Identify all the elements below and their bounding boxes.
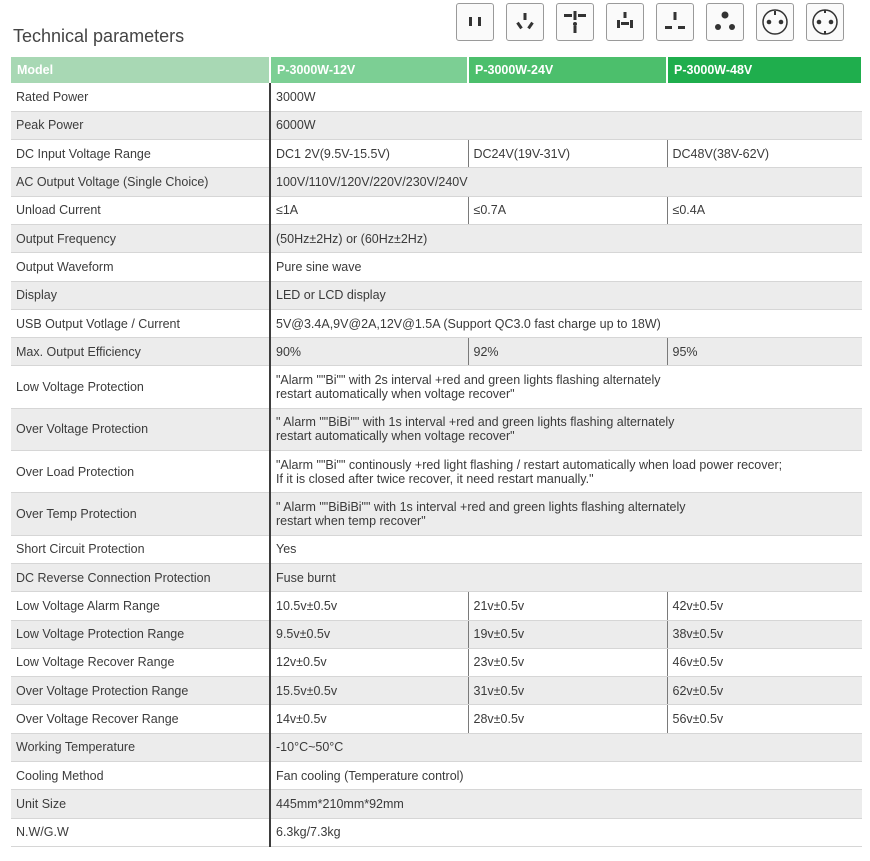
- row-value: DC1 2V(9.5V-15.5V): [270, 140, 468, 168]
- row-label: Rated Power: [11, 83, 270, 111]
- row-value: -10°C~50°C: [270, 733, 862, 761]
- row-label: Short Circuit Protection: [11, 535, 270, 563]
- row-value: (50Hz±2Hz) or (60Hz±2Hz): [270, 224, 862, 252]
- row-label: N.W/G.W: [11, 818, 270, 846]
- row-label: DC Reverse Connection Protection: [11, 563, 270, 591]
- row-value: [270, 493, 862, 535]
- plug-type-e-icon: [756, 3, 794, 41]
- table-row: [11, 168, 862, 196]
- table-row: [11, 563, 862, 591]
- row-label: DC Input Voltage Range: [11, 140, 270, 168]
- row-value: [270, 451, 862, 493]
- row-value: 31v±0.5v: [468, 677, 667, 705]
- table-row: [11, 451, 862, 493]
- row-label: Over Temp Protection: [11, 493, 270, 535]
- row-value: 100V/110V/120V/220V/230V/240V: [270, 168, 862, 196]
- row-label: Unload Current: [11, 196, 270, 224]
- row-value: ≤0.4A: [667, 196, 862, 224]
- row-label: Over Voltage Protection Range: [11, 677, 270, 705]
- row-label: Output Frequency: [11, 224, 270, 252]
- row-value: 19v±0.5v: [468, 620, 667, 648]
- row-label: Over Voltage Recover Range: [11, 705, 270, 733]
- row-value: Fan cooling (Temperature control): [270, 762, 862, 790]
- row-value: 21v±0.5v: [468, 592, 667, 620]
- row-value: 90%: [270, 338, 468, 366]
- row-value-line: " Alarm ""BiBi"" with 1s interval +red and green lights flashing alternately: [276, 415, 675, 430]
- row-value-line: "Alarm ""Bi"" continously +red light flashing / restart automatically when load power recover;: [276, 457, 783, 472]
- row-label: Peak Power: [11, 111, 270, 139]
- row-value: 42v±0.5v: [667, 592, 862, 620]
- table-row: [11, 733, 862, 761]
- table-row: [11, 338, 862, 366]
- row-label: Cooling Method: [11, 762, 270, 790]
- row-label: USB Output Votlage / Current: [11, 309, 270, 337]
- table-row: [11, 818, 862, 846]
- table-row: [11, 224, 862, 252]
- row-value-line: "Alarm ""Bi"" with 2s interval +red and green lights flashing alternately: [276, 373, 661, 388]
- table-row: [11, 535, 862, 563]
- row-value: 12v±0.5v: [270, 648, 468, 676]
- row-label: Over Voltage Protection: [11, 408, 270, 450]
- plug-universal-icon: [556, 3, 594, 41]
- table-row: [11, 309, 862, 337]
- row-value: 14v±0.5v: [270, 705, 468, 733]
- table-row: [11, 493, 862, 535]
- row-value: Fuse burnt: [270, 563, 862, 591]
- header-48v: P-3000W-48V: [667, 57, 862, 83]
- row-value: ≤0.7A: [468, 196, 667, 224]
- row-label: Low Voltage Protection Range: [11, 620, 270, 648]
- row-value: 10.5v±0.5v: [270, 592, 468, 620]
- row-label: Max. Output Efficiency: [11, 338, 270, 366]
- header-row: [11, 57, 862, 83]
- plug-type-f-icon: [806, 3, 844, 41]
- row-value: 46v±0.5v: [667, 648, 862, 676]
- table-row: [11, 111, 862, 139]
- plug-multi-icon: [606, 3, 644, 41]
- row-value: 445mm*210mm*92mm: [270, 790, 862, 818]
- table-row: [11, 592, 862, 620]
- table-row: [11, 790, 862, 818]
- row-value: 9.5v±0.5v: [270, 620, 468, 648]
- plug-type-d-icon: [706, 3, 744, 41]
- plug-type-a-icon: [456, 3, 494, 41]
- row-label: Display: [11, 281, 270, 309]
- row-value-line: " Alarm ""BiBiBi"" with 1s interval +red and green lights flashing alternately: [276, 500, 686, 514]
- row-value: 23v±0.5v: [468, 648, 667, 676]
- table-row: [11, 83, 862, 111]
- row-value: Yes: [270, 535, 862, 563]
- table-row: [11, 196, 862, 224]
- row-label: Unit Size: [11, 790, 270, 818]
- row-value: 56v±0.5v: [667, 705, 862, 733]
- header-model: Model: [11, 57, 270, 83]
- table-row: [11, 408, 862, 450]
- row-value-line: If it is closed after twice recover, it need restart manually.": [276, 471, 594, 486]
- row-value: 28v±0.5v: [468, 705, 667, 733]
- row-value: [270, 408, 862, 450]
- row-value: DC48V(38V-62V): [667, 140, 862, 168]
- row-value-line: restart automatically when voltage recover": [276, 429, 515, 444]
- table-row: [11, 762, 862, 790]
- row-value-line: restart automatically when voltage recover": [276, 387, 515, 402]
- row-value: 92%: [468, 338, 667, 366]
- row-value: Pure sine wave: [270, 253, 862, 281]
- row-value: 6.3kg/7.3kg: [270, 818, 862, 846]
- page-title: Technical parameters: [13, 26, 185, 46]
- table-row: [11, 253, 862, 281]
- header-24v: P-3000W-24V: [468, 57, 667, 83]
- table-row: [11, 140, 862, 168]
- header-12v: P-3000W-12V: [270, 57, 468, 83]
- row-value: 38v±0.5v: [667, 620, 862, 648]
- table-row: [11, 366, 862, 408]
- row-value-line: restart when temp recover": [276, 514, 426, 528]
- row-value: 15.5v±0.5v: [270, 677, 468, 705]
- row-value: 3000W: [270, 83, 862, 111]
- row-label: Working Temperature: [11, 733, 270, 761]
- row-label: Output Waveform: [11, 253, 270, 281]
- spec-table: [11, 57, 863, 847]
- table-row: [11, 677, 862, 705]
- table-row: [11, 620, 862, 648]
- table-row: [11, 705, 862, 733]
- row-label: AC Output Voltage (Single Choice): [11, 168, 270, 196]
- row-value: ≤1A: [270, 196, 468, 224]
- row-value: [270, 366, 862, 408]
- row-label: Low Voltage Recover Range: [11, 648, 270, 676]
- plug-type-g-icon: [656, 3, 694, 41]
- row-value: DC24V(19V-31V): [468, 140, 667, 168]
- row-label: Low Voltage Protection: [11, 366, 270, 408]
- plug-type-i-icon: [506, 3, 544, 41]
- row-value: 95%: [667, 338, 862, 366]
- table-row: [11, 648, 862, 676]
- row-label: Low Voltage Alarm Range: [11, 592, 270, 620]
- row-value: LED or LCD display: [270, 281, 862, 309]
- row-label: Over Load Protection: [11, 451, 270, 493]
- row-value: 5V@3.4A,9V@2A,12V@1.5A (Support QC3.0 fast charge up to 18W): [270, 309, 862, 337]
- row-value: 62v±0.5v: [667, 677, 862, 705]
- table-row: [11, 281, 862, 309]
- plug-icons-row: [456, 3, 844, 41]
- row-value: 6000W: [270, 111, 862, 139]
